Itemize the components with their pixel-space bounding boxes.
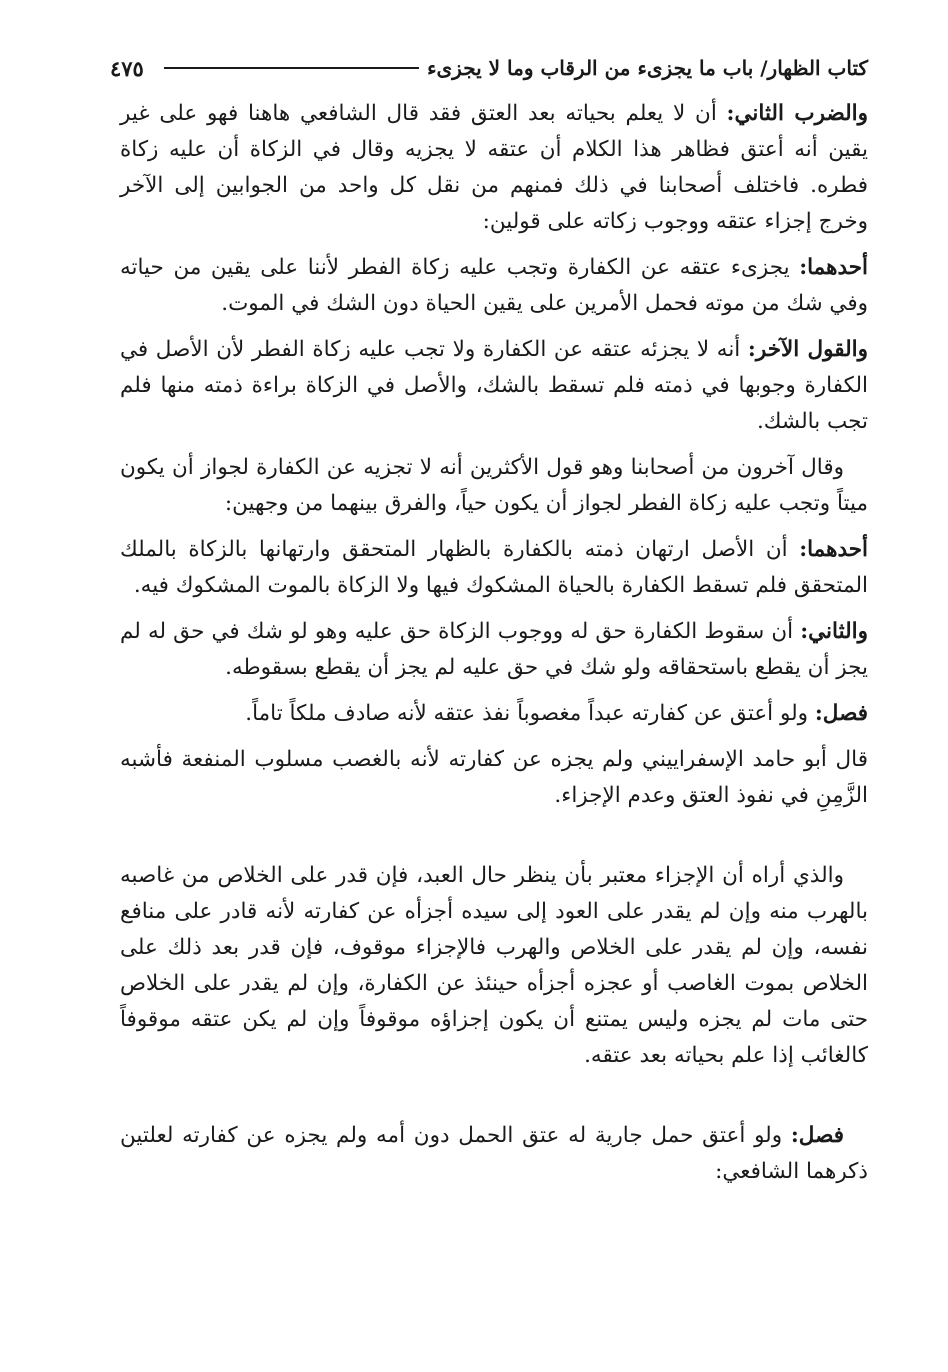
paragraph-7 — [120, 696, 868, 732]
paragraph-4 — [120, 450, 868, 522]
paragraph-text: أن لا يعلم بحياته بعد العتق فقد قال الشافعي هاهنا فهو على غير يقين أنه أعتق فظاهر هذا الكلام أن عتقه لا يجزيه وقال في الزكاة أن عليه زكاة فطره. فاختلف أصحابنا في ذلك فمنهم من نقل كل واحد من الجوابين إلى الآخر وخرج إجزاء عتقه ووجوب زكاته على قولين: — [120, 101, 868, 234]
paragraph-5 — [120, 532, 868, 604]
paragraph-lead: والثاني: — [800, 619, 868, 644]
paragraph-lead: فصل: — [790, 1123, 844, 1148]
paragraph-8 — [120, 742, 868, 814]
paragraph-10 — [120, 1118, 868, 1190]
paragraph-lead: أحدهما: — [799, 537, 868, 562]
paragraph-text: يجزىء عتقه عن الكفارة وتجب عليه زكاة الفطر لأننا على يقين من حياته وفي شك من موته فحمل الأمرين على يقين الحياة دون الشك في الموت. — [120, 255, 868, 316]
paragraph-text: أنه لا يجزئه عتقه عن الكفارة ولا تجب عليه زكاة الفطر لأن الأصل في الكفارة وجوبها في ذمته فلم تسقط بالشك، والأصل في الزكاة براءة ذمته منها فلم تجب بالشك. — [120, 337, 868, 434]
page-header — [110, 50, 868, 86]
page-number: ٤٧٥ — [110, 55, 144, 81]
paragraph-1 — [120, 96, 868, 240]
paragraph-text: وقال آخرون من أصحابنا وهو قول الأكثرين أنه لا تجزيه عن الكفارة لجواز أن يكون ميتاً وتجب عليه زكاة الفطر لجواز أن يكون حياً، والفرق بينهما من وجهين: — [120, 455, 868, 516]
paragraph-text: أن الأصل ارتهان ذمته بالكفارة بالظهار المتحقق وارتهانها بالزكاة بالملك المتحقق فلم تسقط الكفارة بالحياة المشكوك فيها ولا الزكاة بالموت المشكوك فيه. — [120, 537, 868, 598]
paragraph-lead: فصل: — [814, 701, 868, 726]
paragraph-9 — [120, 858, 868, 1074]
paragraph-text: والذي أراه أن الإجزاء معتبر بأن ينظر حال العبد، فإن قدر على الخلاص من غاصبه بالهرب منه وإن لم يقدر على العود إلى سيده أجزأه عن كفارته لأنه قادر على منافع نفسه، وإن لم يقدر على الخلاص والهرب فالإجزاء موقوف، فإن قدر بعد ذلك على الخلاص بموت الغاصب أو عجزه أجزأه حينئذ عن الكفارة، وإن لم يقدر على الخلاص حتى مات لم يجزه وليس يمتنع أن يكون إجزاؤه موقوفاً وإن لم يكن عتقه موقوفاً كالغائب إذا علم بحياته بعد عتقه. — [120, 863, 868, 1068]
paragraph-lead: والقول الآخر: — [747, 337, 868, 362]
paragraph-text: ولو أعتق عن كفارته عبداً مغصوباً نفذ عتقه لأنه صادف ملكاً تاماً. — [245, 701, 815, 726]
header-rule — [164, 67, 419, 69]
body-text — [120, 96, 868, 1200]
paragraph-lead: والضرب الثاني: — [726, 101, 868, 126]
paragraph-text: أن سقوط الكفارة حق له ووجوب الزكاة حق عليه وهو لو شك في حق له لم يجز أن يقطع باستحقاقه ولو شك في حق عليه لم يجز أن يقطع بسقوطه. — [120, 619, 868, 680]
paragraph-3 — [120, 332, 868, 440]
running-title: كتاب الظهار/ باب ما يجزىء من الرقاب وما لا يجزىء — [427, 56, 868, 80]
paragraph-text: ولو أعتق حمل جارية له عتق الحمل دون أمه ولم يجزه عن كفارته لعلتين ذكرهما الشافعي: — [120, 1123, 868, 1184]
paragraph-text: قال أبو حامد الإسفراييني ولم يجزه عن كفارته لأنه بالغصب مسلوب المنفعة فأشبه الزَّمِنِ في نفوذ العتق وعدم الإجزاء. — [120, 747, 868, 808]
paragraph-lead: أحدهما: — [799, 255, 868, 280]
paragraph-2 — [120, 250, 868, 322]
paragraph-6 — [120, 614, 868, 686]
